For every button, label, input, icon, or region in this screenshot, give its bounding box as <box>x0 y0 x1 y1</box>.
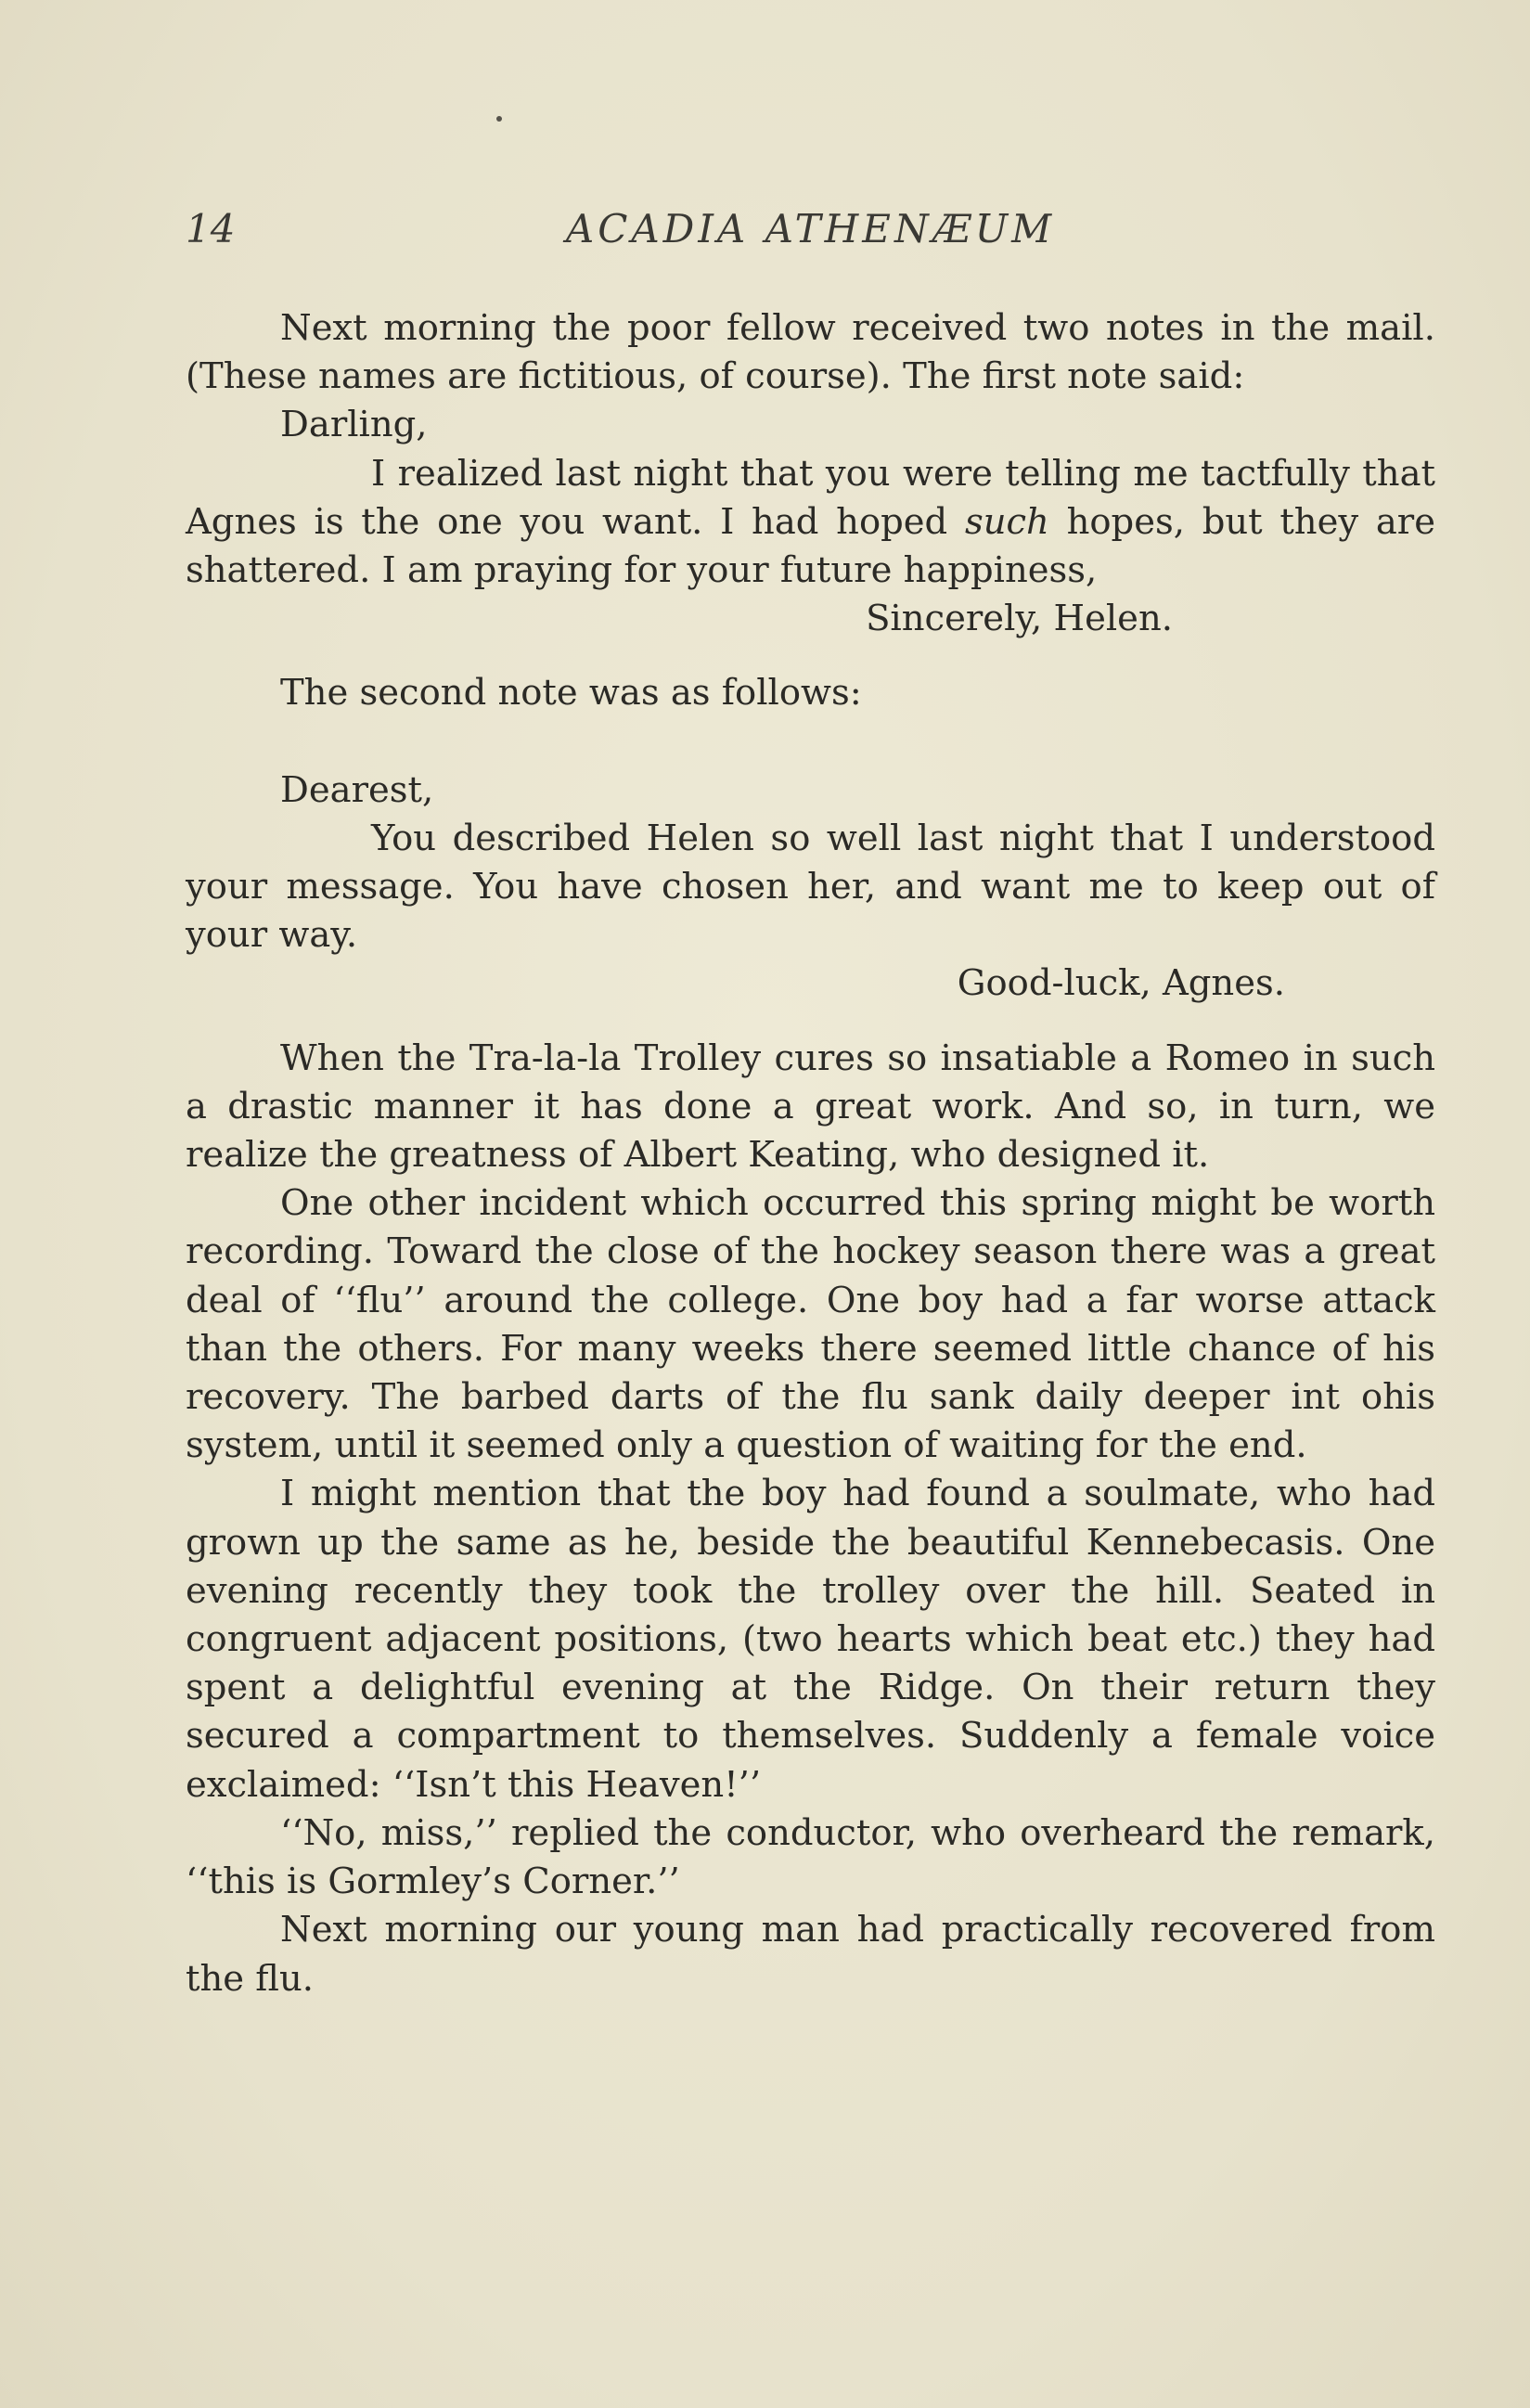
letter2-signature: Good-luck, Agnes. <box>957 962 1285 1005</box>
spacer <box>186 718 1435 766</box>
paragraph: ‘‘No, miss,’’ replied the conductor, who overheard the remark, ‘‘this is Gormley’s Corner.’’ <box>186 1811 1435 1903</box>
letter2-body: You described Helen so well last night that I understood your message. You have chosen her, and want me to keep out of your way. <box>186 817 1435 957</box>
letter2-salutation: Dearest, <box>280 768 434 811</box>
second-note-intro: The second note was as follows: <box>280 672 862 715</box>
article-text <box>186 304 1435 2003</box>
letter1-salutation: Darling, <box>280 404 428 446</box>
running-header <box>186 206 1435 262</box>
running-title: ACADIA ATHENÆUM <box>565 206 1056 251</box>
spacer <box>186 643 1435 669</box>
ink-speck <box>496 116 502 122</box>
letter1-body-end: hopes, but they are shattered. I am praying for your future happiness, <box>186 500 1435 592</box>
paragraph: I might mention that the boy had found a soulmate, who had grown up the same as he, beside the beautiful Kennebecasis. One evening recently they took the trolley over the hill. Seated in congruent adjacent positions, (two hearts which beat etc.) they had spent a delightful evening at the Ridge. On their return they secured a compartment to themselves. Suddenly a female voice exclaimed: ‘‘Isn’t this Heaven!’’ <box>186 1473 1435 1806</box>
paragraph: One other incident which occurred this spring might be worth recording. Toward the close of the hockey season there was a great deal of ‘‘flu’’ around the college. One boy had a far worse attack than the others. For many weeks there seemed little chance of his recovery. The barbed darts of the flu sank daily deeper int ohis system, until it seemed only a question of waiting for the end. <box>186 1182 1435 1467</box>
paragraph: Next morning our young man had practically recovered from the flu. <box>186 1909 1435 2000</box>
paragraph: When the Tra-la-la Trolley cures so insatiable a Romeo in such a drastic manner it has done a great work. And so, in turn, we realize the greatness of Albert Keating, who designed it. <box>186 1037 1435 1177</box>
letter1-body-emphasis: such <box>964 500 1049 543</box>
letter1-body-start: I realized last night that you were telling me tactfully that Agnes is the one you want. I had hoped <box>186 452 1435 543</box>
page-number: 14 <box>186 206 236 251</box>
intro-paragraph: Next morning the poor fellow received two notes in the mail. (These names are fictitious, of course). The first note said: <box>186 307 1435 398</box>
spacer <box>186 1009 1435 1035</box>
letter1-body <box>186 450 1435 596</box>
letter1-signature: Sincerely, Helen. <box>866 598 1173 640</box>
